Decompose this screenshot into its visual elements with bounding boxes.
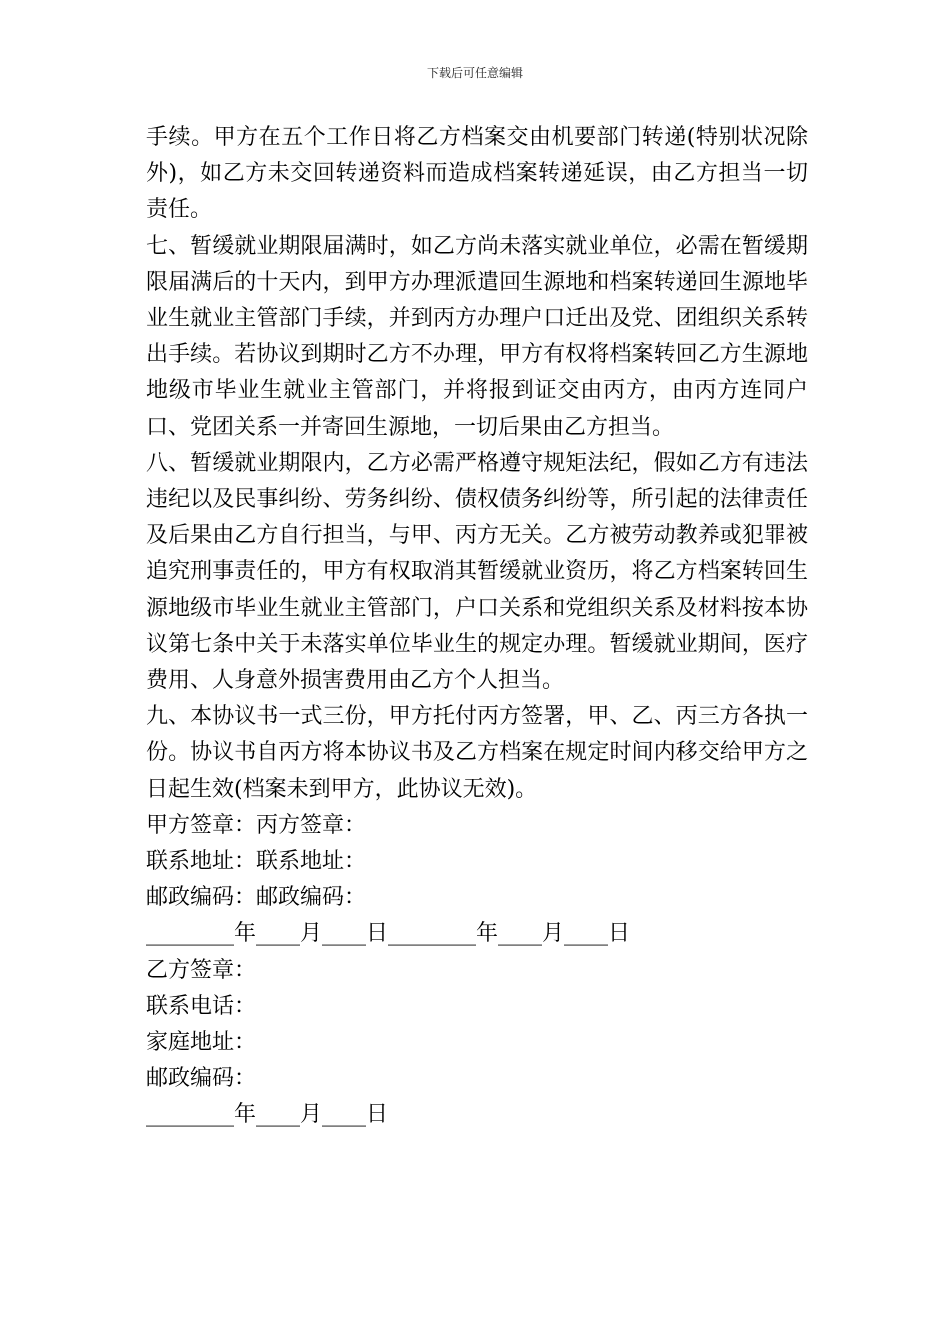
clause-seven: 七、暂缓就业期限届满时，如乙方尚未落实就业单位，必需在暂缓期限届满后的十天内，到甲方办理派遣回生源地和档案转递回生源地毕业生就业主管部门手续，并到丙方办理户口迁出及党、团组织关系转出手续。若协议到期时乙方不办理，甲方有权将档案转回乙方生源地地级市毕业生就业主管部门，并将报到证交由丙方，由丙方连同户口、党团关系一并寄回生源地，一切后果由乙方担当。	[146, 233, 808, 440]
page-header: 下载后可任意编辑	[426, 66, 523, 80]
document-body	[146, 120, 808, 1134]
party-b-home-address: 家庭地址：	[146, 1030, 257, 1056]
party-b-signature: 乙方签章：	[146, 957, 257, 983]
signature-block	[146, 808, 808, 1134]
party-b-phone: 联系电话：	[146, 993, 257, 1019]
party-a-c-signature: 甲方签章：丙方签章：	[146, 812, 367, 838]
party-b-postcode: 邮政编码：	[146, 1066, 257, 1092]
clause-eight: 八、暂缓就业期限内，乙方必需严格遵守规矩法纪，假如乙方有违法违纪以及民事纠纷、劳务纠纷、债权债务纠纷等，所引起的法律责任及后果由乙方自行担当，与甲、丙方无关。乙方被劳动教养或犯罪被追究刑事责任的，甲方有权取消其暂缓就业资历，将乙方档案转回生源地级市毕业生就业主管部门，户口关系和党组织关系及材料按本协议第七条中关于未落实单位毕业生的规定办理。暂缓就业期间，医疗费用、人身意外损害费用由乙方个人担当。	[146, 450, 808, 694]
party-a-c-address: 联系地址：联系地址：	[146, 849, 367, 875]
paragraph-continuation: 手续。甲方在五个工作日将乙方档案交由机要部门转递(特别状况除外)，如乙方未交回转递资料而造成档案转递延误，由乙方担当一切责任。	[146, 125, 808, 223]
party-a-c-postcode: 邮政编码：邮政编码：	[146, 885, 367, 911]
clause-nine: 九、本协议书一式三份，甲方托付丙方签署，甲、乙、丙三方各执一份。协议书自丙方将本协议书及乙方档案在规定时间内移交给甲方之日起生效(档案未到甲方，此协议无效)。	[146, 704, 808, 802]
party-a-c-date: ________年____月____日________年____月____日	[146, 921, 631, 947]
party-b-date: ________年____月____日	[146, 1102, 389, 1128]
